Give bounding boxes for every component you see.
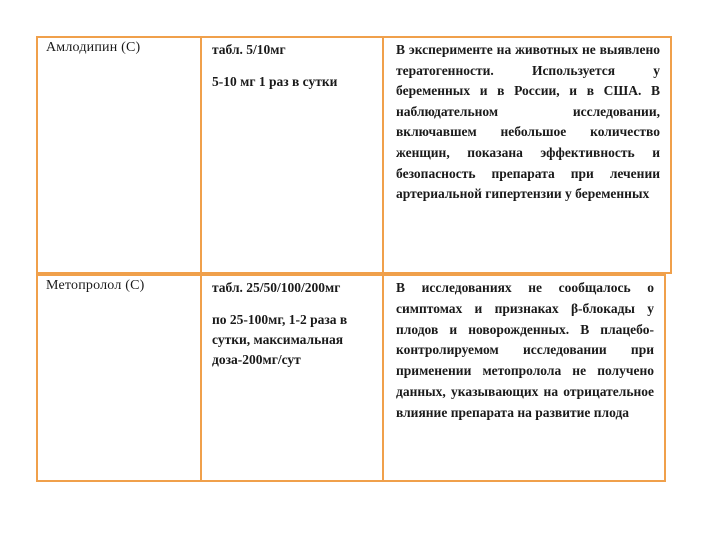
dose-cell (202, 38, 384, 272)
drug-name: Метопролол (С) (46, 278, 145, 293)
note-cell (384, 276, 664, 480)
safety-note: В исследованиях не сообщалось о симптомах и признаках β-блокады у плодов и новорожденных. В плацебо-контролируемом исследовании при применении метопролола не получено данных, указывающих на отрицательное влияние препарата на развитие плода (396, 280, 654, 420)
dose-cell (202, 276, 384, 480)
drug-cell (38, 38, 202, 272)
table-row-amlodipine (36, 36, 672, 274)
safety-note: В эксперименте на животных не выявлено тератогенности. Используется у беременных и в России, и в США. В наблюдательном исследовании, включавшем небольшое количество женщин, показана эффективность и безопасность препарата при лечении артериальной гипертензии у беременных (396, 42, 660, 202)
drug-name: Амлодипин (С) (46, 40, 141, 55)
note-cell (384, 38, 670, 272)
table-row-metoprolol (36, 274, 666, 482)
dose-form: табл. 25/50/100/200мг (212, 280, 341, 295)
dose-form: табл. 5/10мг (212, 42, 286, 57)
dose-regimen: по 25-100мг, 1-2 раза в сутки, максимальная доза-200мг/сут (212, 312, 348, 367)
drug-cell (38, 276, 202, 480)
dose-regimen: 5-10 мг 1 раз в сутки (212, 74, 338, 89)
